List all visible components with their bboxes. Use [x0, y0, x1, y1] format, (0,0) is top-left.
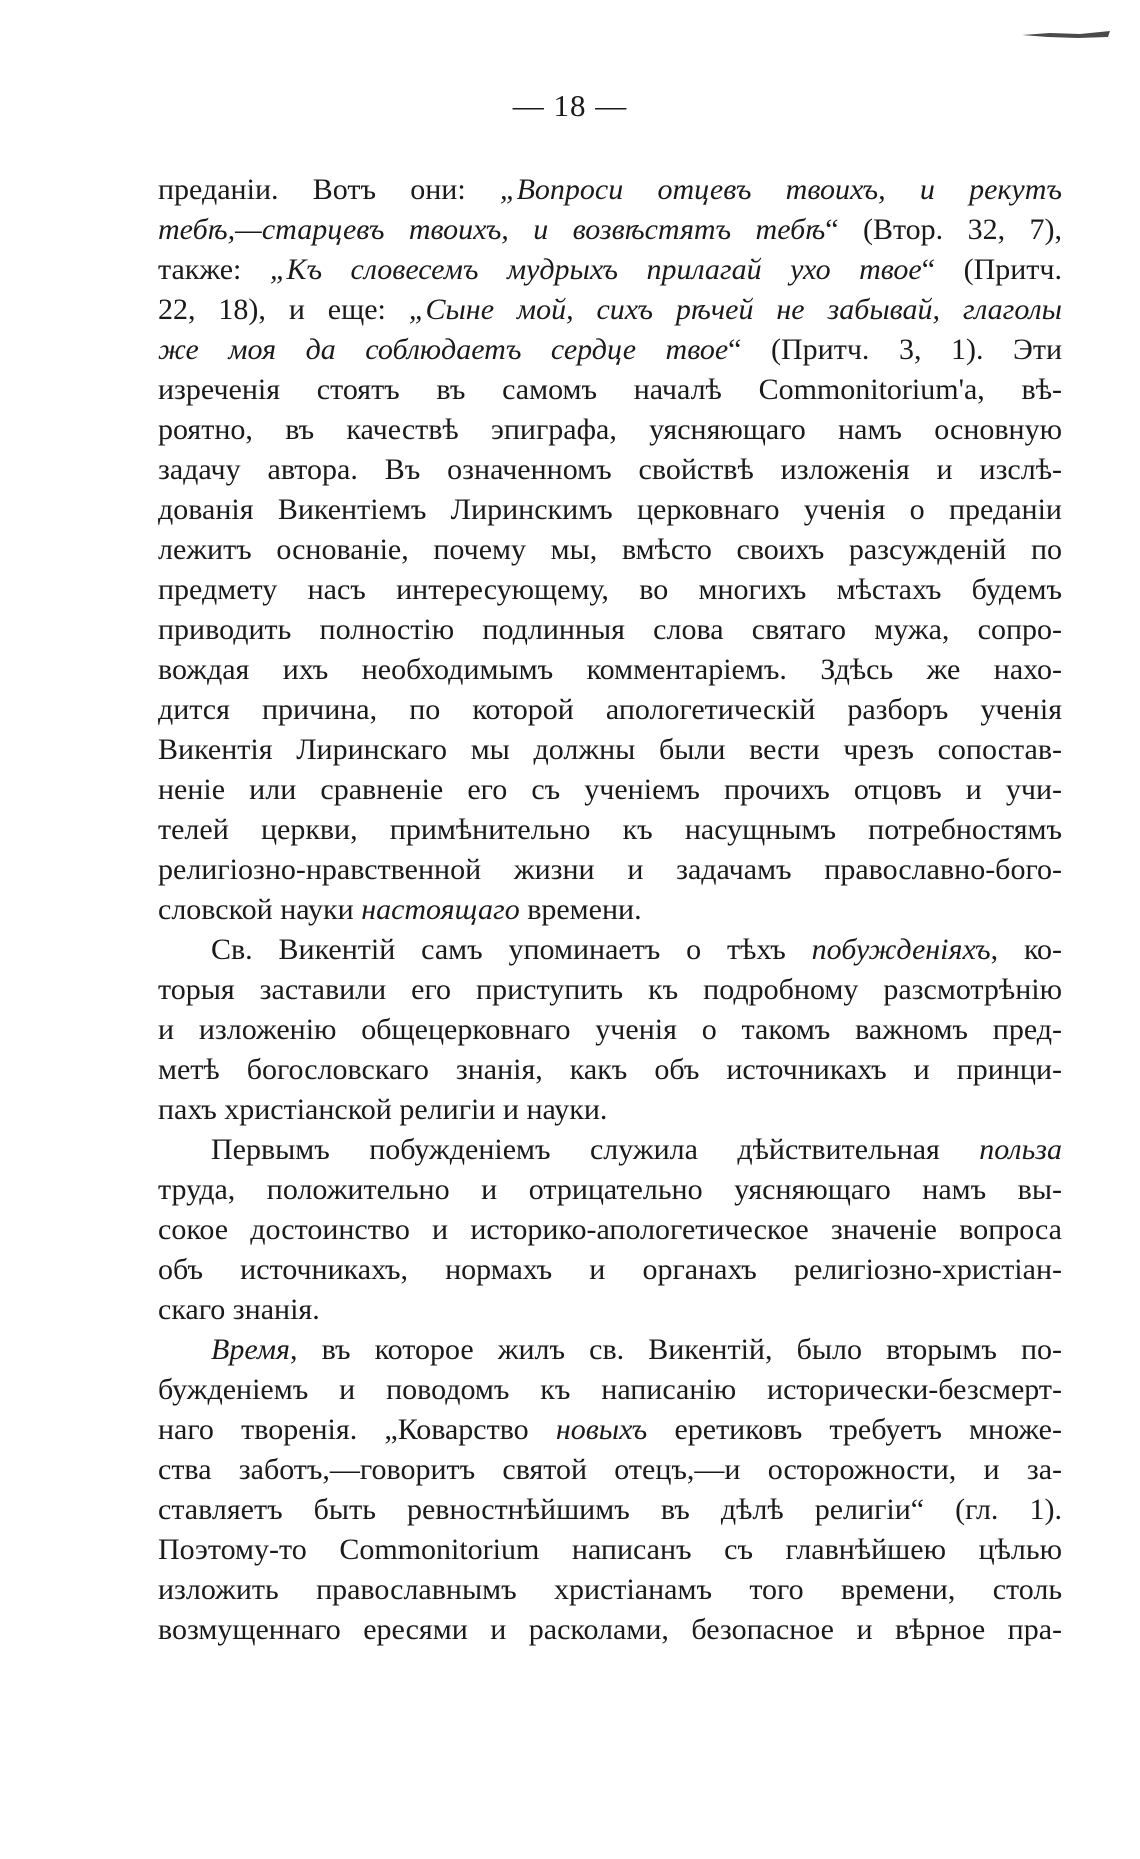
text-line	[158, 690, 1062, 730]
text-segment: “ (Втор. 32, 7),	[825, 213, 1062, 246]
italic-text-segment: „Сыне мой, сихъ рѣчей не забывай, глаголы	[408, 293, 1062, 326]
text-line	[158, 330, 1062, 370]
text-line	[158, 290, 1062, 330]
text-segment: ства заботъ,—говоритъ святой отецъ,—и осторожности, и за-	[158, 1453, 1062, 1486]
ink-smudge-mark	[1020, 28, 1112, 40]
text-segment: торыя заставили его приступить къ подробному разсмотрѣнію	[158, 973, 1062, 1006]
text-segment: Св. Викентій самъ упоминаетъ о тѣхъ	[211, 933, 812, 966]
italic-text-segment: тебѣ,—старцевъ твоихъ, и возвѣстятъ тебѣ	[158, 213, 826, 246]
body-text	[158, 170, 1062, 1650]
text-line	[158, 1050, 1062, 1090]
text-segment: наго творенія. „Коварство	[158, 1413, 556, 1446]
text-line	[158, 1450, 1062, 1490]
text-segment: , ко-	[990, 933, 1062, 966]
text-segment: изложить православнымъ христіанамъ того времени, столь	[158, 1573, 1062, 1606]
text-segment: преданіи. Вотъ они:	[158, 173, 500, 206]
text-segment: времени.	[519, 893, 642, 926]
text-segment: телей церкви, примѣнительно къ насущнымъ потребностямъ	[158, 813, 1062, 846]
italic-text-segment: побужденіяхъ	[811, 933, 991, 966]
text-line	[158, 1290, 1062, 1330]
text-segment: Викентія Лиринскаго мы должны были вести чрезъ сопостав-	[158, 733, 1062, 766]
text-line	[158, 370, 1062, 410]
text-segment: предмету насъ интересующему, во многихъ мѣстахъ будемъ	[158, 573, 1062, 606]
text-line	[158, 170, 1062, 210]
text-line	[158, 1330, 1062, 1370]
text-segment: пахъ христіанской религіи и науки.	[158, 1093, 608, 1126]
italic-text-segment: же моя да соблюдаетъ сердце твое	[158, 333, 729, 366]
text-line	[158, 410, 1062, 450]
text-segment: “ (Притч.	[921, 253, 1062, 286]
text-segment: бужденіемъ и поводомъ къ написанію исторически-безсмерт-	[158, 1373, 1062, 1406]
text-line	[158, 250, 1062, 290]
text-segment: метѣ богословскаго знанія, какъ объ источникахъ и принци-	[158, 1053, 1062, 1086]
text-segment: сокое достоинство и историко-апологетическое значеніе вопроса	[158, 1213, 1062, 1246]
text-segment: также:	[158, 253, 270, 286]
text-line	[158, 1570, 1062, 1610]
text-line	[158, 1090, 1062, 1130]
text-line	[158, 1250, 1062, 1290]
italic-text-segment: польза	[979, 1133, 1062, 1166]
text-segment: дованія Викентіемъ Лиринскимъ церковнаго ученія о преданіи	[158, 493, 1062, 526]
italic-text-segment: Время	[211, 1333, 290, 1366]
text-segment: и изложенію общецерковнаго ученія о такомъ важномъ пред-	[158, 1013, 1062, 1046]
text-line	[158, 1610, 1062, 1650]
text-segment: скаго знанія.	[158, 1293, 320, 1326]
text-line	[158, 1170, 1062, 1210]
text-segment: задачу автора. Въ означенномъ свойствѣ изложенія и изслѣ-	[158, 453, 1062, 486]
italic-text-segment: „Къ словесемъ мудрыхъ прилагай ухо твое	[269, 253, 922, 286]
text-segment: ставляетъ быть ревностнѣйшимъ въ дѣлѣ религіи“ (гл. 1).	[158, 1493, 1062, 1526]
text-segment: роятно, въ качествѣ эпиграфа, уясняющаго намъ основную	[158, 413, 1062, 446]
text-segment: лежитъ основаніе, почему мы, вмѣсто своихъ разсужденій по	[158, 533, 1062, 566]
text-segment: , въ которое жилъ св. Викентій, было вторымъ по-	[289, 1333, 1062, 1366]
text-line	[158, 810, 1062, 850]
text-line	[158, 530, 1062, 570]
text-line	[158, 1010, 1062, 1050]
text-segment: Первымъ побужденіемъ служила дѣйствительная	[211, 1133, 980, 1166]
text-line	[158, 570, 1062, 610]
text-line	[158, 1490, 1062, 1530]
italic-text-segment: настоящаго	[361, 893, 520, 926]
text-segment: “ (Притч. 3, 1). Эти	[728, 333, 1062, 366]
text-segment: труда, положительно и отрицательно уясняющаго намъ вы-	[158, 1173, 1062, 1206]
text-line	[158, 1210, 1062, 1250]
page-number: — 18 —	[512, 88, 628, 123]
text-line	[158, 1410, 1062, 1450]
text-segment: словской науки	[158, 893, 362, 926]
text-line	[158, 490, 1062, 530]
text-segment: изреченія стоятъ въ самомъ началѣ Commonitorium'а, вѣ-	[158, 373, 1062, 406]
text-line	[158, 930, 1062, 970]
text-segment: дится причина, по которой апологетическій разборъ ученія	[158, 693, 1062, 726]
text-line	[158, 610, 1062, 650]
text-segment: возмущеннаго ересями и расколами, безопасное и вѣрное пра-	[158, 1613, 1062, 1646]
text-segment: религіозно-нравственной жизни и задачамъ православно-бого-	[158, 853, 1062, 886]
text-segment: вождая ихъ необходимымъ комментаріемъ. Здѣсь же нахо-	[158, 653, 1062, 686]
text-line	[158, 210, 1062, 250]
text-line	[158, 770, 1062, 810]
text-line	[158, 890, 1062, 930]
text-line	[158, 1370, 1062, 1410]
text-line	[158, 650, 1062, 690]
text-line	[158, 450, 1062, 490]
italic-text-segment: „Вопроси отцевъ твоихъ, и рекутъ	[499, 173, 1062, 206]
text-line	[158, 850, 1062, 890]
text-line	[158, 730, 1062, 770]
text-segment: 22, 18), и еще:	[158, 293, 409, 326]
text-line	[158, 1530, 1062, 1570]
text-segment: приводить полностію подлинныя слова святаго мужа, сопро-	[158, 613, 1062, 646]
text-segment: неніе или сравненіе его съ ученіемъ прочихъ отцовъ и учи-	[158, 773, 1062, 806]
text-segment: еретиковъ требуетъ множе-	[647, 1413, 1062, 1446]
text-segment: Поэтому-то Commonitorium написанъ съ главнѣйшею цѣлью	[158, 1533, 1062, 1566]
text-line	[158, 970, 1062, 1010]
text-line	[158, 1130, 1062, 1170]
italic-text-segment: новыхъ	[555, 1413, 648, 1446]
text-segment: объ источникахъ, нормахъ и органахъ религіозно-христіан-	[158, 1253, 1062, 1286]
